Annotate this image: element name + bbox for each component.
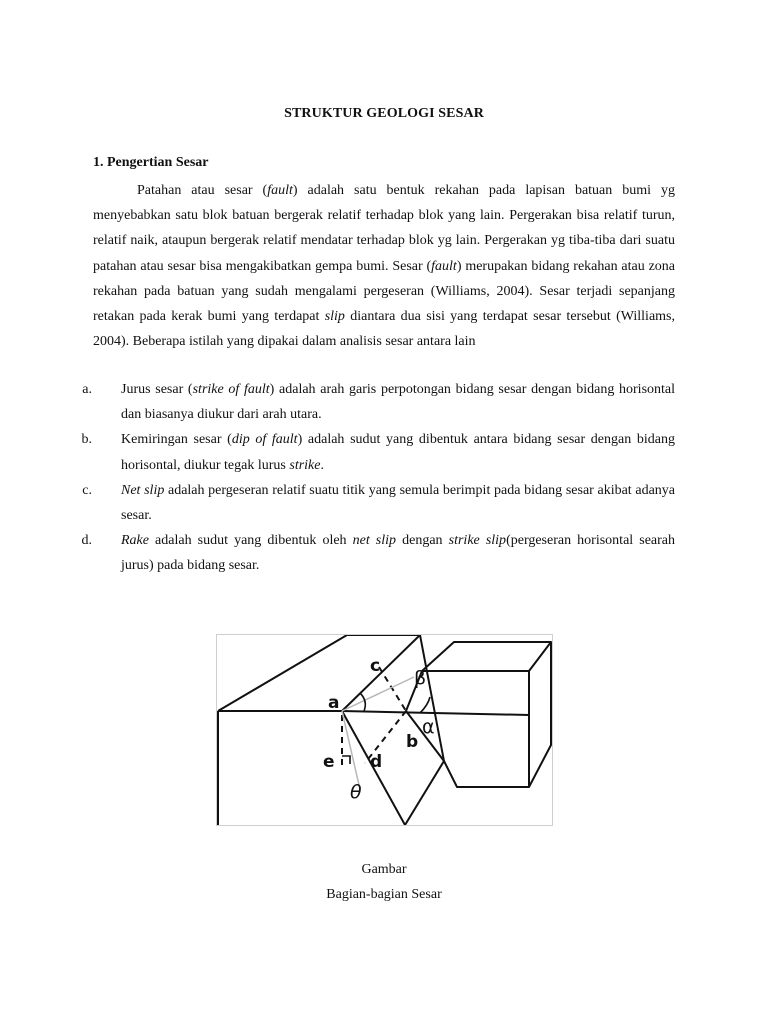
label-theta: θ xyxy=(350,781,362,803)
alpha-arc xyxy=(420,697,430,713)
intro-text-2: ) adalah satu bentuk rekahan pada lapisan batuan bumi yg menyebabkan satu blok batuan bergerak relatif terhadap blok yang lain. Pergerakan bisa relatif turun, relatif naik, ataupun bergerak relatif mendatar terhadap blok yg lain. Pergerakan yg tiba-tiba dari suatu patahan atau sesar bisa mengakibatkan gempa bumi. Sesar ( xyxy=(93,183,675,274)
right-angle-mark xyxy=(342,756,350,764)
section-heading: 1. Pengertian Sesar xyxy=(93,155,209,170)
intro-text-1: Patahan atau sesar ( xyxy=(137,183,268,198)
theta-ray-grey xyxy=(342,711,359,785)
list-emphasis: strike xyxy=(289,457,321,473)
list-emphasis: net slip xyxy=(352,533,397,549)
list-text: adalah pergeseran relatif suatu titik yang semula berimpit pada bidang sesar akibat adanya sesar. xyxy=(121,482,675,524)
intro-text-3: ) merupakan bidang rekahan atau zona rekahan pada batuan yang sudah mengalami pergeseran (Williams, 2004). Sesar terjadi sepanjang retakan pada kerak bumi yang terdapat xyxy=(93,258,675,325)
fault-diagram xyxy=(216,634,553,826)
list-item xyxy=(72,478,675,528)
list-text: ) adalah arah garis perpotongan bidang sesar dengan bidang horisontal dan biasanya diukur dari arah utara. xyxy=(121,382,676,423)
list-marker: d. xyxy=(81,533,92,549)
list-text: Kemiringan sesar ( xyxy=(121,432,232,448)
term-list xyxy=(72,377,675,579)
label-b: b xyxy=(406,732,419,752)
list-emphasis: Rake xyxy=(121,533,149,549)
list-text: ) adalah sudut yang dibentuk antara bidang sesar dengan bidang horisontal, diukur tegak lurus xyxy=(121,432,675,473)
label-c: c xyxy=(370,656,381,676)
fault-diagram-svg xyxy=(217,635,552,825)
label-alpha: α xyxy=(422,716,435,738)
intro-emphasis-2: fault xyxy=(431,258,457,274)
figure-caption-title: Bagian-bagian Sesar xyxy=(326,887,442,902)
list-text: (pergeseran horisontal searah jurus) pada bidang sesar. xyxy=(121,533,675,574)
list-emphasis: Net slip xyxy=(121,482,165,498)
list-emphasis: strike of fault xyxy=(192,382,270,397)
net-slip-dashed-line xyxy=(379,667,406,711)
list-emphasis: dip of fault xyxy=(231,432,298,448)
list-item xyxy=(72,528,675,578)
list-marker: a. xyxy=(82,382,92,397)
list-marker: c. xyxy=(82,482,92,498)
list-text: Jurus sesar ( xyxy=(121,382,193,397)
figure-caption-label: Gambar xyxy=(361,862,407,877)
intro-emphasis-1: fault xyxy=(267,183,293,198)
label-d: d xyxy=(370,752,383,772)
list-text: adalah sudut yang dibentuk oleh xyxy=(148,533,353,549)
list-item xyxy=(72,377,675,427)
label-beta: β xyxy=(414,667,427,689)
intro-emphasis-3: slip xyxy=(324,309,345,325)
list-marker: b. xyxy=(81,432,92,448)
list-text: dengan xyxy=(396,533,449,549)
right-block-outline xyxy=(406,635,551,787)
label-a: a xyxy=(328,693,340,713)
intro-text-4: diantara dua sisi yang terdapat sesar tersebut (Williams, 2004). Beberapa istilah yang dipakai dalam analisis sesar antara lain xyxy=(93,309,675,350)
list-item xyxy=(72,427,675,477)
label-e: e xyxy=(323,752,335,772)
fault-trace xyxy=(342,635,420,711)
intro-paragraph xyxy=(93,178,675,354)
list-text: . xyxy=(320,457,324,473)
document-title: STRUKTUR GEOLOGI SESAR xyxy=(284,106,484,121)
list-emphasis: strike slip xyxy=(448,533,507,549)
